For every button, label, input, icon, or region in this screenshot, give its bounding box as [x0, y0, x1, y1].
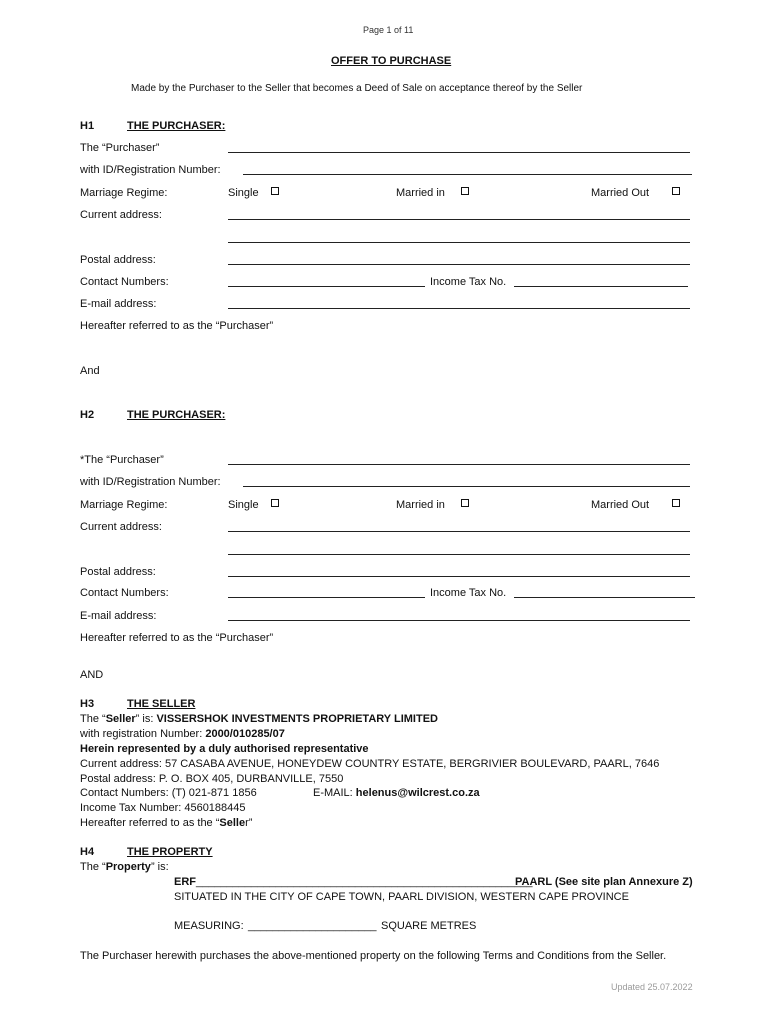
marriage-regime-label: Marriage Regime:: [80, 499, 168, 511]
contact-numbers-label: Contact Numbers:: [80, 276, 169, 288]
email-pre: E-MAIL:: [313, 787, 356, 799]
seller-name: VISSERSHOK INVESTMENTS PROPRIETARY LIMITED: [156, 713, 438, 725]
married-out-checkbox[interactable]: [672, 187, 680, 195]
property-post: ” is:: [150, 861, 169, 873]
married-in-checkbox[interactable]: [461, 187, 469, 195]
married-in-checkbox[interactable]: [461, 499, 469, 507]
contact-numbers-label: Contact Numbers:: [80, 587, 169, 599]
square-metres-label: SQUARE METRES: [381, 920, 477, 932]
section-heading-h4: THE PROPERTY: [127, 846, 213, 858]
hereafter-text: Hereafter referred to as the “Purchaser”: [80, 320, 274, 332]
income-tax-field[interactable]: [514, 286, 688, 287]
single-label: Single: [228, 187, 259, 199]
email-address: helenus@wilcrest.co.za: [355, 787, 480, 799]
married-out-checkbox[interactable]: [672, 499, 680, 507]
paarl-text: PAARL (See site plan Annexure Z): [515, 876, 693, 888]
single-checkbox[interactable]: [271, 187, 279, 195]
hereafter-text: Hereafter referred to as the “Purchaser”: [80, 632, 274, 644]
and-text: AND: [80, 669, 104, 681]
hereafter-word: Selle: [219, 817, 246, 829]
postal-address-label: Postal address:: [80, 566, 156, 578]
income-tax-label: Income Tax No.: [430, 587, 507, 599]
section-code-h4: H4: [80, 846, 95, 858]
current-address-field[interactable]: [228, 219, 690, 220]
document-subtitle: Made by the Purchaser to the Seller that becomes a Deed of Sale on acceptance thereof by the Seller: [131, 83, 583, 94]
measuring-label: MEASURING:: [174, 920, 244, 932]
purchaser-label: The “Purchaser”: [80, 142, 160, 154]
hereafter-pre: Hereafter referred to as the “: [80, 817, 220, 829]
property-line: [80, 861, 169, 873]
seller-contact: Contact Numbers: (T) 021-871 1856: [80, 787, 257, 799]
id-label: with ID/Registration Number:: [80, 476, 221, 488]
marriage-regime-label: Marriage Regime:: [80, 187, 168, 199]
income-tax-label: Income Tax No.: [430, 276, 507, 288]
updated-date: Updated 25.07.2022: [611, 982, 693, 992]
id-number-field[interactable]: [243, 486, 690, 487]
reg-number: 2000/010285/07: [205, 728, 285, 740]
section-heading-h2: THE PURCHASER:: [127, 409, 226, 421]
and-text: And: [80, 365, 100, 377]
postal-address-label: Postal address:: [80, 254, 156, 266]
erf-label: ERF: [174, 876, 196, 888]
email-field[interactable]: [228, 620, 690, 621]
section-code-h2: H2: [80, 409, 95, 421]
email-field[interactable]: [228, 308, 690, 309]
section-code-h3: H3: [80, 698, 95, 710]
erf-number-field[interactable]: _______________________________________________________: [196, 876, 533, 888]
married-out-label: Married Out: [591, 499, 650, 511]
income-tax-field[interactable]: [514, 597, 695, 598]
section-heading-h1: THE PURCHASER:: [127, 120, 226, 132]
seller-current-address: Current address: 57 CASABA AVENUE, HONEYDEW COUNTRY ESTATE, BERGRIVIER BOULEVARD, PAARL, 7646: [80, 758, 660, 770]
postal-address-field[interactable]: [228, 264, 690, 265]
property-pre: The “: [80, 861, 106, 873]
contact-numbers-field[interactable]: [228, 597, 425, 598]
document-title: OFFER TO PURCHASE: [331, 55, 452, 67]
hereafter-post: r”: [245, 817, 253, 829]
seller-word: Seller: [105, 713, 136, 725]
married-out-label: Married Out: [591, 187, 650, 199]
current-address-field-2[interactable]: [228, 554, 690, 555]
measuring-field[interactable]: _____________________: [248, 920, 377, 932]
married-in-label: Married in: [396, 187, 445, 199]
seller-hereafter: [80, 817, 252, 829]
email-label: E-mail address:: [80, 610, 157, 622]
current-address-field-2[interactable]: [228, 242, 690, 243]
current-address-label: Current address:: [80, 209, 162, 221]
purchaser-label: *The “Purchaser”: [80, 454, 164, 466]
postal-address-field[interactable]: [228, 576, 690, 577]
seller-pre: The “: [80, 713, 106, 725]
seller-postal-address: Postal address: P. O. BOX 405, DURBANVILLE, 7550: [80, 773, 344, 785]
id-number-field[interactable]: [243, 174, 692, 175]
seller-income-tax: Income Tax Number: 4560188445: [80, 802, 246, 814]
single-checkbox[interactable]: [271, 499, 279, 507]
purchaser-name-field[interactable]: [228, 464, 690, 465]
id-label: with ID/Registration Number:: [80, 164, 221, 176]
page-number: Page 1 of 11: [363, 25, 414, 35]
section-code-h1: H1: [80, 120, 95, 132]
purchaser-name-field[interactable]: [228, 152, 690, 153]
single-label: Single: [228, 499, 259, 511]
section-heading-h3: THE SELLER: [127, 698, 196, 710]
represented-text: Herein represented by a duly authorised representative: [80, 743, 369, 755]
reg-pre: with registration Number:: [80, 728, 206, 740]
property-word: Property: [105, 861, 151, 873]
seller-mid: ” is:: [135, 713, 157, 725]
contact-numbers-field[interactable]: [228, 286, 425, 287]
email-label: E-mail address:: [80, 298, 157, 310]
married-in-label: Married in: [396, 499, 445, 511]
seller-registration: [80, 728, 285, 740]
closing-paragraph: The Purchaser herewith purchases the above-mentioned property on the following Terms and Conditions from the Seller.: [80, 950, 667, 962]
seller-email: [313, 787, 480, 799]
current-address-label: Current address:: [80, 521, 162, 533]
seller-line: [80, 713, 438, 725]
situated-text: SITUATED IN THE CITY OF CAPE TOWN, PAARL DIVISION, WESTERN CAPE PROVINCE: [174, 891, 629, 903]
current-address-field[interactable]: [228, 531, 690, 532]
